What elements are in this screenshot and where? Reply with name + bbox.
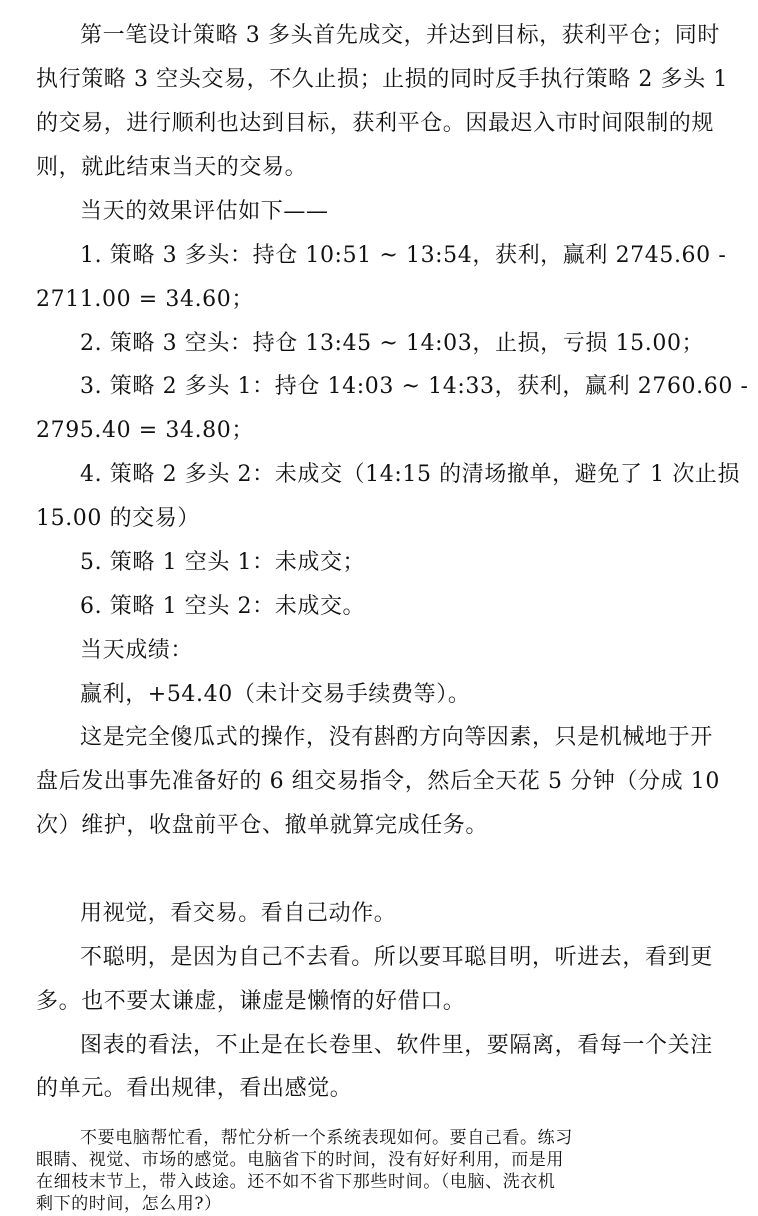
text-line: 眼睛、视觉、市场的感觉。电脑省下的时间，没有好好利用，而是用 xyxy=(36,1150,564,1170)
text-line: 多。也不要太谦虚，谦虚是懒惰的好借口。 xyxy=(36,988,466,1014)
list-item-line: 4. 策略 2 多头 2：未成交（14:15 的清场撤单，避免了 1 次止损 xyxy=(80,462,741,488)
list-item-line: 15.00 的交易） xyxy=(36,506,200,532)
text-line: 的交易，进行顺利也达到目标，获利平仓。因最迟入市时间限制的规 xyxy=(36,111,715,137)
text-line: 当天成绩： xyxy=(80,637,194,663)
text-line: 用视觉，看交易。看自己动作。 xyxy=(80,900,397,926)
list-item-line: 3. 策略 2 多头 1：持仓 14:03 ~ 14:33，获利，赢利 2760.60 - xyxy=(80,374,749,400)
list-item-line: 1. 策略 3 多头：持仓 10:51 ~ 13:54，获利，赢利 2745.60 - xyxy=(80,242,727,268)
list-item-line: 2. 策略 3 空头：持仓 13:45 ~ 14:03，止损，亏损 15.00； xyxy=(80,330,705,356)
list-item-line: 2795.40 = 34.80； xyxy=(36,418,254,444)
text-line: 执行策略 3 空头交易，不久止损；止损的同时反手执行策略 2 多头 1 xyxy=(36,67,728,93)
text-line: 图表的看法，不止是在长卷里、软件里，要隔离，看每一个关注 xyxy=(80,1032,713,1058)
text-line: 不聪明，是因为自己不去看。所以要耳聪目明，听进去，看到更 xyxy=(80,944,713,970)
text-line: 则，就此结束当天的交易。 xyxy=(36,155,308,181)
text-line: 盘后发出事先准备好的 6 组交易指令，然后全天花 5 分钟（分成 10 xyxy=(36,769,720,795)
text-line: 当天的效果评估如下—— xyxy=(80,198,329,224)
text-line: 剩下的时间，怎么用?） xyxy=(36,1194,222,1214)
list-item-line: 5. 策略 1 空头 1：未成交； xyxy=(80,549,366,575)
text-line: 第一笔设计策略 3 多头首先成交，并达到目标，获利平仓；同时 xyxy=(80,23,720,49)
text-line: 的单元。看出规律，看出感觉。 xyxy=(36,1076,353,1102)
list-item-line: 6. 策略 1 空头 2：未成交。 xyxy=(80,593,366,619)
text-line: 赢利，+54.40（未计交易手续费等）。 xyxy=(80,681,471,707)
list-item-line: 2711.00 = 34.60； xyxy=(36,286,254,312)
text-line: 不要电脑帮忙看，帮忙分析一个系统表现如何。要自己看。练习 xyxy=(80,1128,573,1148)
text-line: 在细枝末节上，带入歧途。还不如不省下那些时间。（电脑、洗衣机 xyxy=(36,1172,556,1192)
text-line: 次）维护，收盘前平仓、撤单就算完成任务。 xyxy=(36,813,489,839)
text-line: 这是完全傻瓜式的操作，没有斟酌方向等因素，只是机械地于开 xyxy=(80,725,713,751)
